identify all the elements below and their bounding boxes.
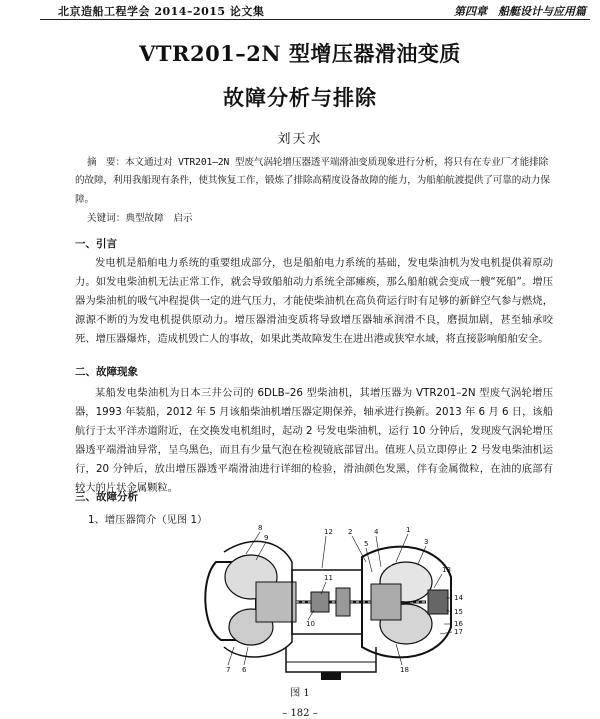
figure-label: 7 [226,666,231,674]
figure-label: 12 [324,528,333,536]
figure-label: 5 [364,540,369,548]
figure-label: 3 [424,538,429,546]
running-header [0,0,600,22]
figure-label: 10 [306,620,315,628]
figure-label: 11 [324,574,333,582]
figure-label: 1 [406,526,411,534]
figure-label: 16 [454,620,463,628]
section-heading-2: 二、故障现象 [75,366,138,378]
figure-label: 8 [258,524,263,532]
section-body-2: 某船发电柴油机为日本三井公司的 6DLB–26 型柴油机，其增压器为 VTR201–2N 型废气涡轮增压器，1993 年装船，2012 年 5 月该船柴油机增压器定期保养，轴承进行换新。2013 年 6 月 6 日，该船航行于太平洋赤道附近，在交换发电机组时，起动 2 号发电柴油机，运行 10 分钟后，发现废气涡轮增压器透平端滑油异常，呈乌黑色，而且有少量气泡在检视镜底部冒出。值班人员立即停止 2 号发电柴油机运行，20 分钟后，放出增压器透平端滑油进行详细的检验，滑油颜色发黑，伴有金属微粒，在油的底部有较大的片状金属颗粒。 [75,387,553,494]
section-heading-1: 一、引言 [75,238,117,250]
subsection-heading: 1、增压器简介（见图 1） [88,514,208,526]
figure-label: 13 [442,566,451,574]
figure-label: 18 [400,666,409,674]
author: 刘天水 [277,132,323,147]
figure-label: 17 [454,628,463,636]
page-number: – 182 – [282,708,318,719]
figure-label: 6 [242,666,247,674]
figure-label: 15 [454,608,463,616]
section-heading-3: 三、故障分析 [75,491,138,503]
turbocharger-figure [196,522,471,682]
keywords: 关键词：典型故障 启示 [87,213,193,224]
figure-label: 2 [348,528,353,536]
abstract: 摘 要：本文通过对 VTR201–2N 型废气涡轮增压器透平端滑油变质现象进行分析，将只有在专业厂才能排除的故障，利用我船现有条件，使其恢复工作，锻炼了排除高精度设备故障的能力，为船舶航渡提供了可靠的动力保障。 [75,157,550,205]
figure-label: 4 [374,528,379,536]
title-line-1: VTR201–2N 型增压器滑油变质 [139,41,461,66]
figure-label: 14 [454,594,463,602]
section-body-1: 发电机是船舶电力系统的重要组成部分，也是船舶电力系统的基础，发电柴油机为发电机提供着原动力。如发电柴油机无法正常工作，就会导致船舶动力系统全部瘫痪，那么船舶就会变成一艘“死船”。增压器为柴油机的吸气冲程提供一定的进气压力，才能使柴油机在高负荷运行时有足够的新鲜空气参与燃烧，源源不断的为发电机提供原动力。增压器滑油变质将导致增压器轴承润滑不良，磨损加剧，甚至轴承咬死、增压器爆炸，造成机毁亡人的事故，如果此类故障发生在进出港或狭窄水域，将直接影响船舶安全。 [75,257,553,345]
figure-label: 9 [264,534,269,542]
header-right: 第四章 船艇设计与应用篇 [454,5,586,18]
header-left: 北京造船工程学会 2014–2015 论文集 [58,5,265,18]
header-rule [40,19,590,20]
title-line-2: 故障分析与排除 [223,85,377,110]
figure-caption: 图 1 [290,688,310,699]
